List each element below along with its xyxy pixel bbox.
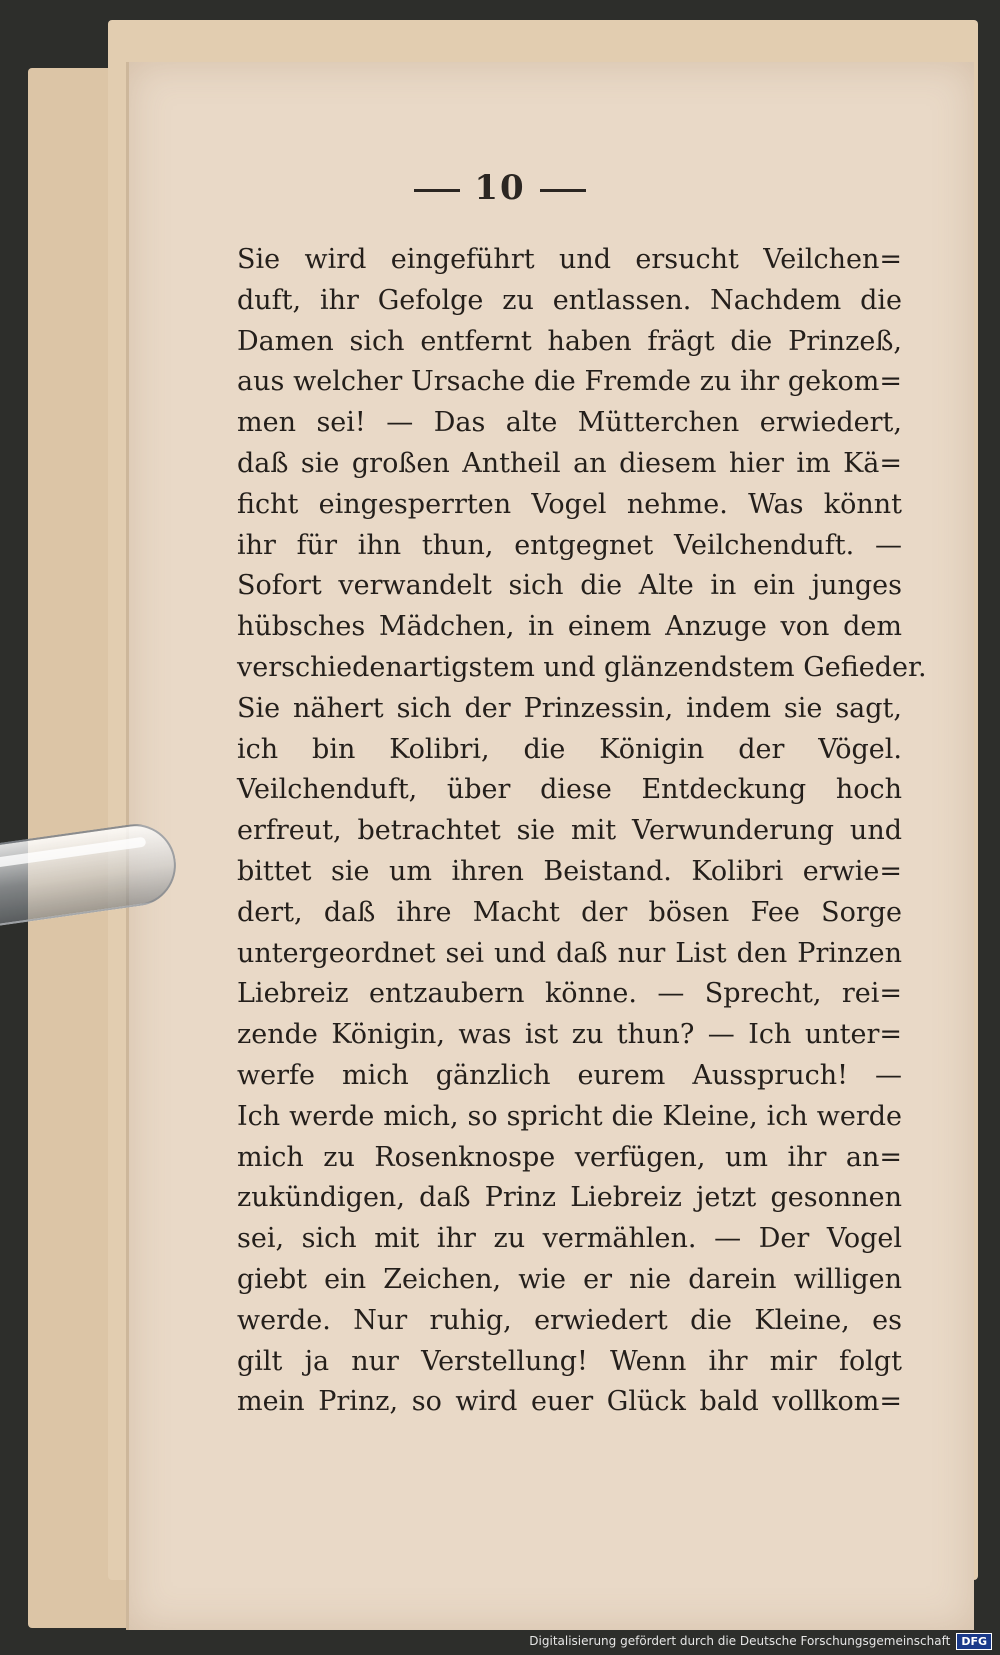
text-line: zende Königin, was ist zu thun? — Ich unter= <box>237 1019 902 1051</box>
text-line: ihr für ihn thun, entgegnet Veilchenduft. — <box>237 529 902 561</box>
text-line: werde. Nur ruhig, erwiedert die Kleine, es <box>237 1304 902 1336</box>
text-line: aus welcher Ursache die Fremde zu ihr gekom= <box>237 366 902 398</box>
text-line: Veilchenduft, über diese Entdeckung hoch <box>237 774 902 806</box>
text-line: Damen sich entfernt haben frägt die Prinzeß, <box>237 325 902 357</box>
text-line: daß sie großen Antheil an diesem hier im Kä= <box>237 447 902 479</box>
text-line: men sei! — Das alte Mütterchen erwiedert, <box>237 407 902 439</box>
text-line: verschiedenartigstem und glänzendstem Gefieder. <box>237 651 927 683</box>
header-dash-left <box>414 189 460 192</box>
dfg-logo: DFG <box>956 1633 992 1650</box>
text-line: werfe mich gänzlich eurem Ausspruch! — <box>237 1059 902 1091</box>
text-line: bittet sie um ihren Beistand. Kolibri erwie= <box>237 855 902 887</box>
text-line: Sofort verwandelt sich die Alte in ein junges <box>237 570 902 602</box>
text-line: giebt ein Zeichen, wie er nie darein willigen <box>237 1263 902 1295</box>
footer <box>529 1631 992 1651</box>
text-line: ficht eingesperrten Vogel nehme. Was könnt <box>237 488 902 520</box>
text-line: erfreut, betrachtet sie mit Verwunderung und <box>237 815 902 847</box>
text-line: mein Prinz, so wird euer Glück bald vollkom= <box>237 1386 902 1418</box>
text-line: Sie wird eingeführt und ersucht Veilchen= <box>237 244 902 275</box>
body-text <box>237 240 927 1423</box>
page-number: 10 <box>474 168 526 208</box>
text-line: zukündigen, daß Prinz Liebreiz jetzt gesonnen <box>237 1182 902 1214</box>
text-line: untergeordnet sei und daß nur List den Prinzen <box>237 937 902 969</box>
footer-credit: Digitalisierung gefördert durch die Deutsche Forschungsgemeinschaft <box>529 1634 951 1648</box>
text-line: duft, ihr Gefolge zu entlassen. Nachdem die <box>237 284 902 316</box>
text-line: Sie nähert sich der Prinzessin, indem sie sagt, <box>237 692 902 724</box>
text-line: ich bin Kolibri, die Königin der Vögel. <box>237 733 902 765</box>
header-dash-right <box>540 189 586 192</box>
text-line: mich zu Rosenknospe verfügen, um ihr an= <box>237 1141 902 1173</box>
page-header <box>0 168 1000 208</box>
text-line: gilt ja nur Verstellung! Wenn ihr mir folgt <box>237 1345 902 1377</box>
text-line: Liebreiz entzaubern könne. — Sprecht, rei= <box>237 978 902 1010</box>
text-line: hübsches Mädchen, in einem Anzuge von dem <box>237 611 902 643</box>
clip-bar <box>0 819 181 928</box>
text-line: Ich werde mich, so spricht die Kleine, ich werde <box>237 1100 902 1132</box>
text-line: dert, daß ihre Macht der bösen Fee Sorge <box>237 896 902 928</box>
text-line: sei, sich mit ihr zu vermählen. — Der Vogel <box>237 1223 902 1255</box>
